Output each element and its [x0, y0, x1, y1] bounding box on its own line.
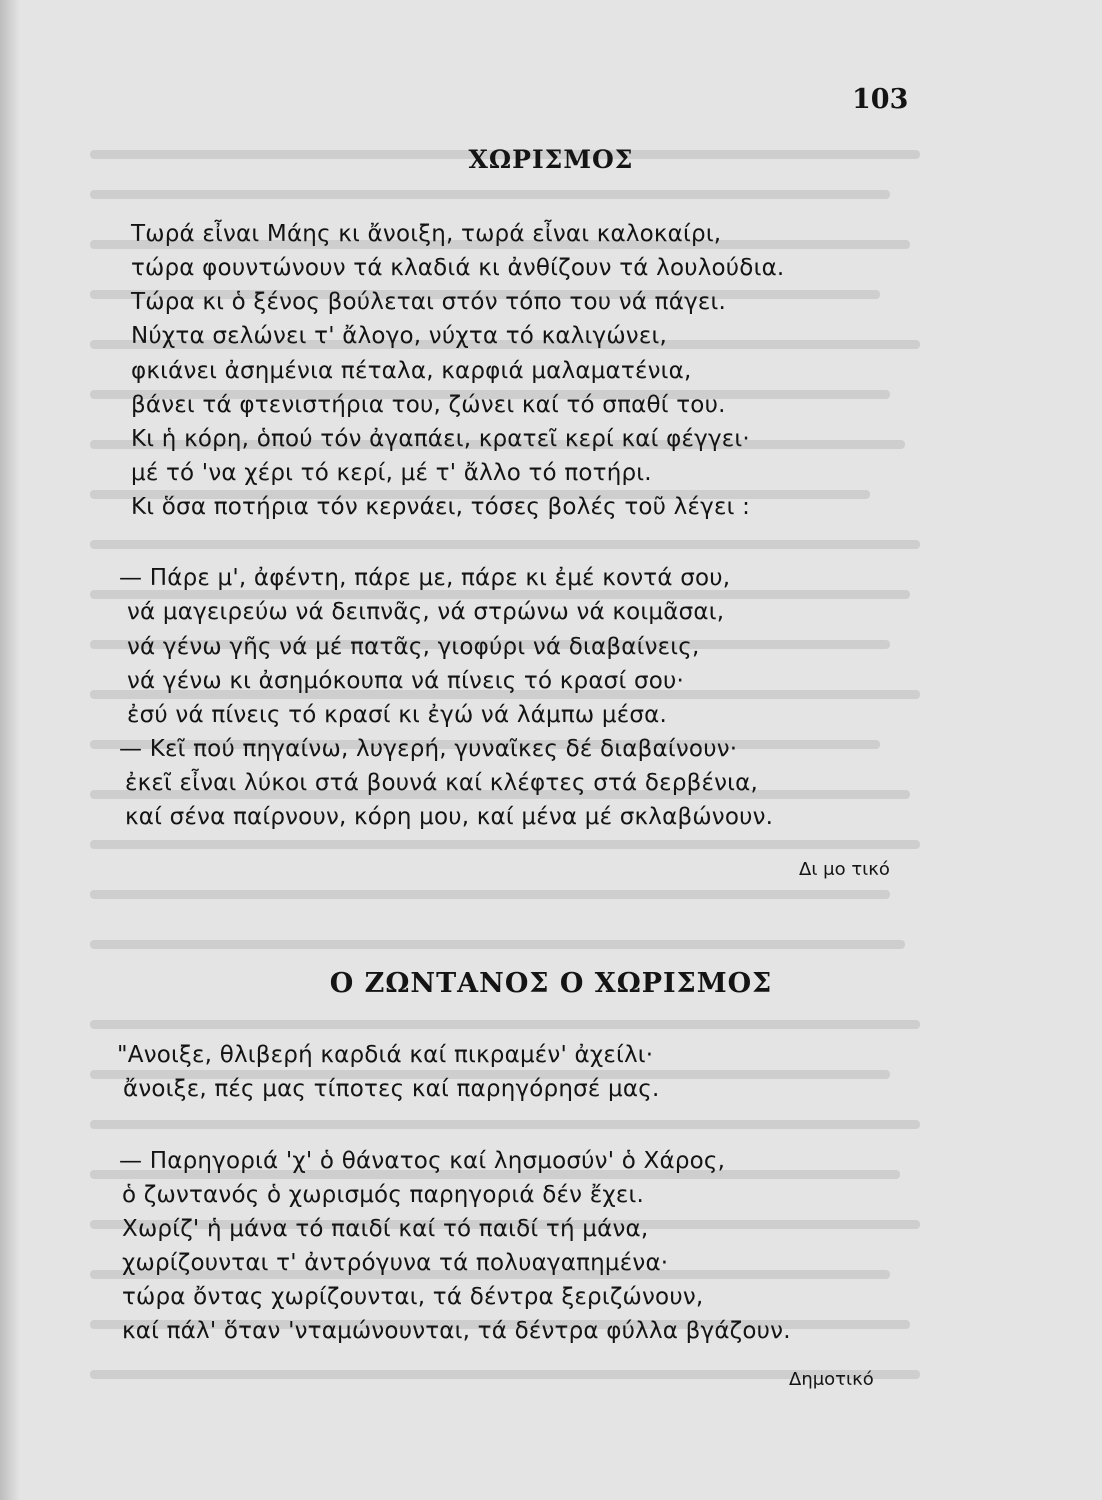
attribution-poem1: Δι μο τικό: [799, 859, 890, 880]
verse-line: νά γένω γῆς νά μέ πατᾶς, γιοφύρι νά διαβαίνεις,: [127, 634, 700, 660]
verse-line: — Πάρε μ', ἀφέντη, πάρε με, πάρε κι ἐμέ κοντά σου,: [119, 565, 731, 591]
verse-line: ἐκεῖ εἶναι λύκοι στά βουνά καί κλέφτες στά δερβένια,: [125, 770, 759, 796]
verse-line: βάνει τά φτενιστήρια του, ζώνει καί τό σπαθί του.: [131, 392, 726, 418]
verse-line: τώρα ὄντας χωρίζουνται, τά δέντρα ξεριζώνουν,: [122, 1284, 704, 1310]
verse-line: νά γένω κι ἀσημόκουπα νά πίνεις τό κρασί σου·: [127, 668, 685, 694]
verse-line: — Παρηγοριά 'χ' ὁ θάνατος καί λησμοσύν' ὁ Χάρος,: [119, 1148, 726, 1174]
verse-line: μέ τό 'να χέρι τό κερί, μέ τ' ἄλλο τό ποτήρι.: [131, 460, 652, 486]
page-number: 103: [852, 84, 909, 115]
poem-title-zontanos: Ο ΖΩΝΤΑΝΟΣ Ο ΧΩΡΙΣΜΟΣ: [329, 968, 773, 999]
verse-line: ὁ ζωντανός ὁ χωρισμός παρηγοριά δέν ἔχει.: [122, 1182, 644, 1208]
poem-title-xorismos: ΧΩΡΙΣΜΟΣ: [468, 145, 634, 174]
page-binding-shadow: [0, 0, 20, 1500]
verse-line: καί σένα παίρνουν, κόρη μου, καί μένα μέ σκλαβώνουν.: [125, 804, 774, 830]
verse-line: Κι ἡ κόρη, ὁπού τόν ἀγαπάει, κρατεῖ κερί καί φέγγει·: [131, 426, 750, 452]
verse-line: χωρίζουνται τ' ἀντρόγυνα τά πολυαγαπημένα·: [122, 1250, 669, 1276]
verse-line: καί πάλ' ὅταν 'νταμώνουνται, τά δέντρα φύλλα βγάζουν.: [122, 1318, 791, 1344]
verse-line: Τωρά εἶναι Μάης κι ἄνοιξη, τωρά εἶναι καλοκαίρι,: [131, 221, 722, 247]
verse-line: Νύχτα σελώνει τ' ἄλογο, νύχτα τό καλιγώνει,: [131, 323, 667, 349]
verse-line: "Ανοιξε, θλιβερή καρδιά καί πικραμέν' ἀχείλι·: [117, 1042, 654, 1068]
verse-line: νά μαγειρεύω νά δειπνᾶς, νά στρώνω νά κοιμᾶσαι,: [127, 599, 725, 625]
verse-line: ἄνοιξε, πές μας τίποτες καί παρηγόρησέ μας.: [123, 1076, 660, 1102]
verse-line: Τώρα κι ὁ ξένος βούλεται στόν τόπο του νά πάγει.: [131, 289, 727, 315]
verse-line: φκιάνει ἀσημένια πέταλα, καρφιά μαλαματένια,: [131, 358, 692, 384]
verse-line: ἐσύ νά πίνεις τό κρασί κι ἐγώ νά λάμπω μέσα.: [127, 702, 667, 728]
verse-line: — Κεῖ πού πηγαίνω, λυγερή, γυναῖκες δέ διαβαίνουν·: [119, 736, 738, 762]
attribution-poem2: Δημοτικό: [789, 1369, 874, 1390]
verse-line: τώρα φουντώνουν τά κλαδιά κι ἀνθίζουν τά λουλούδια.: [131, 255, 785, 281]
verse-line: Χωρίζ' ἡ μάνα τό παιδί καί τό παιδί τή μάνα,: [122, 1216, 649, 1242]
verse-line: Κι ὅσα ποτήρια τόν κερνάει, τόσες βολές τοῦ λέγει :: [131, 494, 751, 520]
